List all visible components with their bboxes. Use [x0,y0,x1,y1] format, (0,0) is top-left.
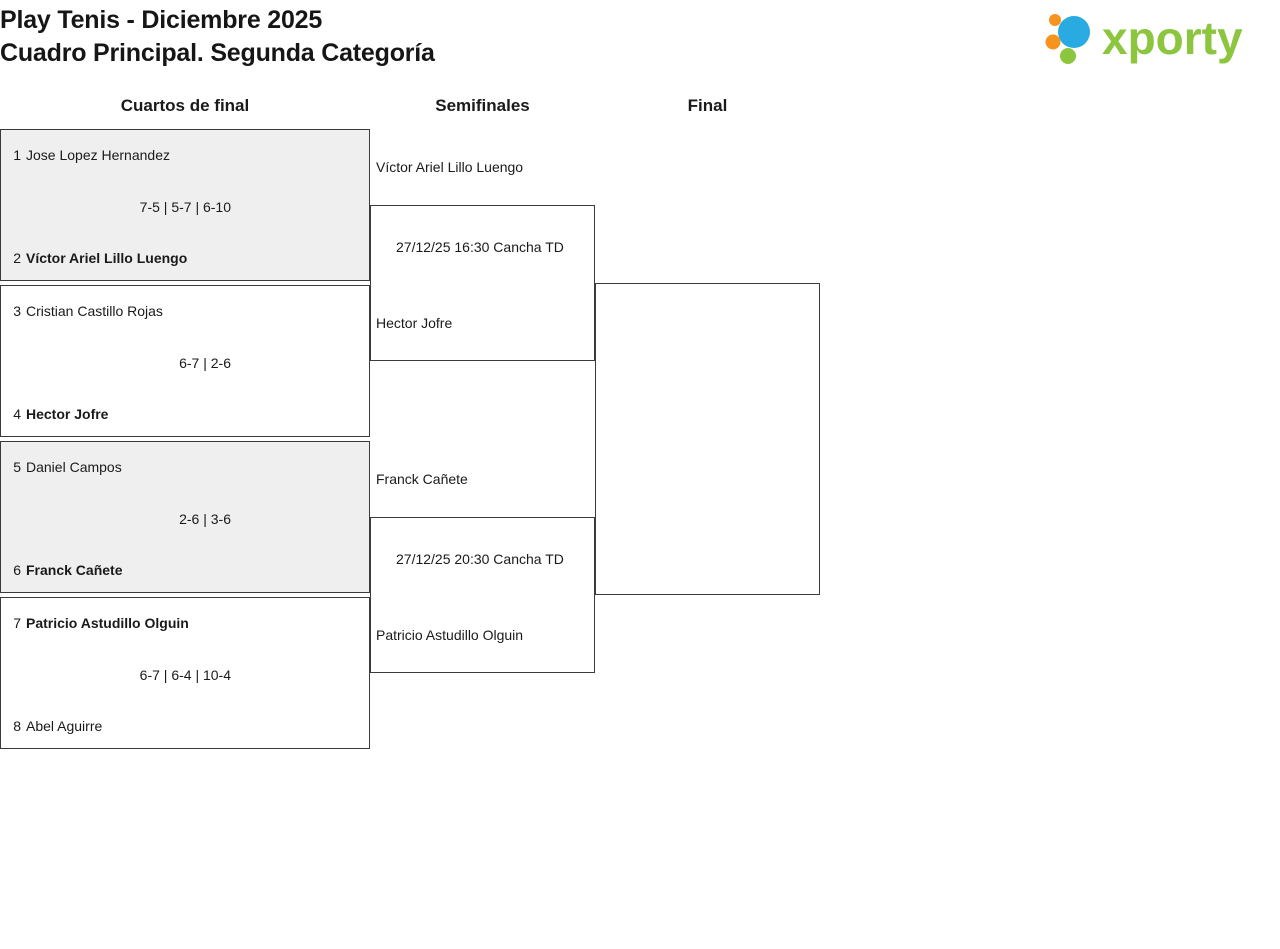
match-quarterfinal-4[interactable] [0,597,370,749]
xporty-logo [1044,6,1274,68]
page-header [0,0,1280,78]
player-name: Jose Lopez Hernandez [26,147,170,163]
seed-number: 7 [13,615,21,631]
match-schedule: 27/12/25 16:30 Cancha TD [396,239,564,255]
seed-number: 4 [13,406,21,422]
seed-number: 2 [13,250,21,266]
seed-number: 8 [13,718,21,734]
semifinal-2-top-player: Franck Cañete [376,471,468,487]
match-score: 6-7 | 6-4 | 10-4 [139,667,231,683]
match-score: 7-5 | 5-7 | 6-10 [139,199,231,215]
player-name-winner: Franck Cañete [26,562,123,578]
player-name-winner: Hector Jofre [26,406,109,422]
seed-number: 3 [13,303,21,319]
seed-number: 6 [13,562,21,578]
semifinal-2-bottom-player: Patricio Astudillo Olguin [376,627,524,643]
player-name-winner: Víctor Ariel Lillo Luengo [26,250,188,266]
match-score: 6-7 | 2-6 [179,355,231,371]
player-name: Daniel Campos [26,459,122,475]
round-header-semifinals: Semifinales [435,96,530,115]
semifinal-1-top-player: Víctor Ariel Lillo Luengo [376,159,524,175]
match-semifinal-2[interactable] [370,517,595,673]
semifinal-1-bottom-player: Hector Jofre [376,315,453,331]
player-name-winner: Patricio Astudillo Olguin [26,615,189,631]
round-header-quarterfinals: Cuartos de final [120,96,250,115]
tournament-name: Play Tenis - Diciembre 2025 [0,6,323,34]
seed-number: 1 [13,147,21,163]
match-schedule: 27/12/25 20:30 Cancha TD [396,551,564,567]
svg-text:xporty: xporty [1102,12,1243,64]
match-semifinal-1[interactable] [370,205,595,361]
page-title [0,4,435,70]
player-name: Abel Aguirre [26,718,103,734]
match-score: 2-6 | 3-6 [179,511,231,527]
match-quarterfinal-1[interactable] [0,129,370,281]
match-final[interactable] [595,283,820,595]
player-name: Cristian Castillo Rojas [26,303,163,319]
match-quarterfinal-3[interactable] [0,441,370,593]
round-header-final: Final [687,96,728,115]
tournament-category: Cuadro Principal. Segunda Categoría [0,39,435,67]
match-quarterfinal-2[interactable] [0,285,370,437]
seed-number: 5 [13,459,21,475]
